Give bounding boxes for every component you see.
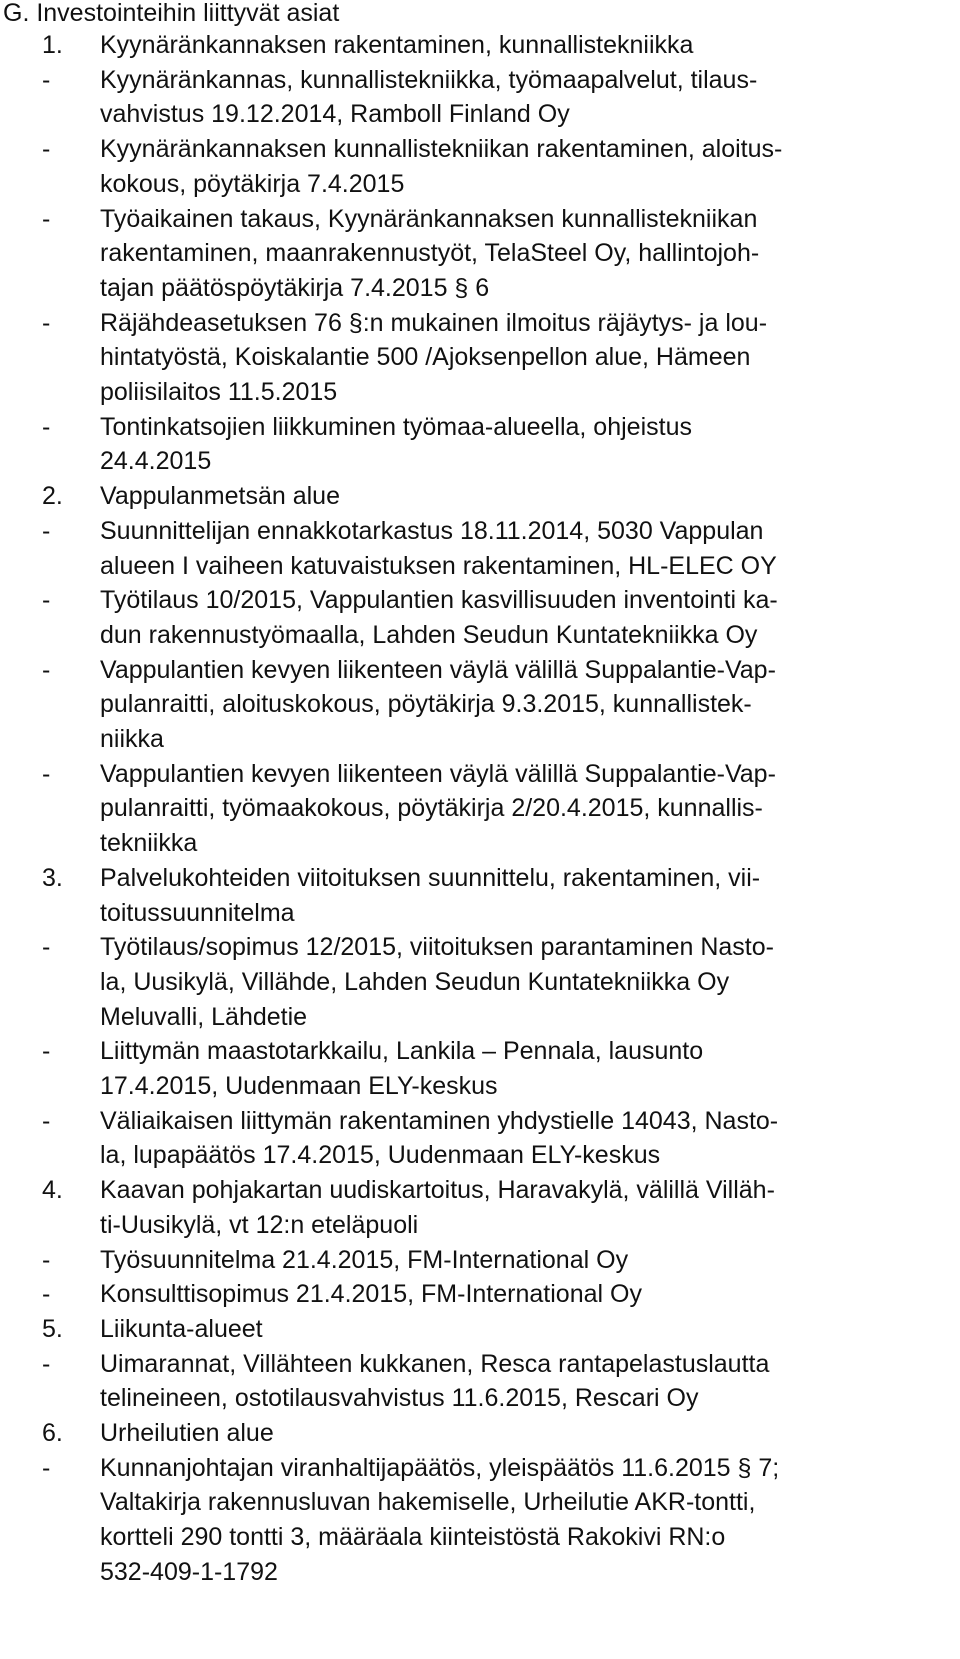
line-text: pulanraitti, aloituskokous, pöytäkirja 9.3.2015, kunnallistek- (100, 690, 752, 719)
line-text: Valtakirja rakennusluvan hakemiselle, Urheilutie AKR-tontti, (100, 1488, 756, 1517)
line-text: Kunnanjohtajan viranhaltijapäätös, yleispäätös 11.6.2015 § 7; (100, 1453, 780, 1482)
line-text: Palvelukohteiden viitoituksen suunnittelu, rakentaminen, vii- (100, 863, 761, 892)
line-text: Tontinkatsojien liikkuminen työmaa-alueella, ohjeistus (100, 412, 692, 441)
line-text: la, lupapäätös 17.4.2015, Uudenmaan ELY-keskus (100, 1141, 661, 1170)
line-text: kortteli 290 tontti 3, määräala kiinteistöstä Rakokivi RN:o (100, 1523, 726, 1552)
line-text: dun rakennustyömaalla, Lahden Seudun Kuntatekniikka Oy (100, 620, 758, 649)
line-text: Urheilutien alue (100, 1419, 274, 1447)
line-text: Vappulantien kevyen liikenteen väylä välillä Suppalantie-Vap- (100, 655, 776, 684)
line-text: tajan päätöspöytäkirja 7.4.2015 § 6 (100, 273, 490, 302)
line-text: 532-409-1-1792 (100, 1557, 278, 1586)
bullet-dash: - (42, 204, 51, 233)
section-heading: G. Investointeihin liittyvät asiat (3, 0, 340, 27)
item-number: 1. (42, 31, 63, 59)
line-text: Uimarannat, Villähteen kukkanen, Resca rantapelastuslautta (100, 1349, 770, 1378)
bullet-dash: - (42, 1280, 51, 1309)
bullet-dash: - (42, 1349, 51, 1378)
line-text: Kaavan pohjakartan uudiskartoitus, Haravakylä, välillä Villäh- (100, 1176, 775, 1205)
line-text: Vappulanmetsän alue (100, 482, 340, 511)
line-text: kokous, pöytäkirja 7.4.2015 (100, 169, 405, 198)
line-text: Konsulttisopimus 21.4.2015, FM-International Oy (100, 1280, 642, 1309)
line-text: Väliaikaisen liittymän rakentaminen yhdystielle 14043, Nasto- (100, 1106, 779, 1135)
line-text: ti-Uusikylä, vt 12:n eteläpuoli (100, 1210, 419, 1239)
line-text: Liittymän maastotarkkailu, Lankila – Pennala, lausunto (100, 1037, 704, 1066)
bullet-dash: - (42, 1245, 51, 1274)
bullet-dash: - (42, 135, 51, 164)
bullet-dash: - (42, 65, 51, 94)
line-text: 17.4.2015, Uudenmaan ELY-keskus (100, 1072, 498, 1100)
line-text: Kyynäränkannaksen rakentaminen, kunnallistekniikka (100, 31, 694, 59)
bullet-dash: - (42, 1106, 51, 1135)
line-text: Kyynäränkannas, kunnallistekniikka, työmaapalvelut, tilaus- (100, 65, 758, 94)
bullet-dash: - (42, 1037, 51, 1066)
bullet-dash: - (42, 516, 51, 545)
line-text: la, Uusikylä, Villähde, Lahden Seudun Kuntatekniikka Oy (100, 967, 730, 996)
bullet-dash: - (42, 1453, 51, 1482)
line-text: Työsuunnitelma 21.4.2015, FM-International Oy (100, 1245, 629, 1274)
line-text: Vappulantien kevyen liikenteen väylä välillä Suppalantie-Vap- (100, 759, 776, 788)
item-number: 2. (42, 482, 63, 511)
line-text: Räjähdeasetuksen 76 §:n mukainen ilmoitus räjäytys- ja lou- (100, 308, 768, 337)
line-text: toitussuunnitelma (100, 898, 295, 927)
line-text: alueen I vaiheen katuvaistuksen rakentaminen, HL-ELEC OY (100, 551, 777, 580)
line-text: hintatyöstä, Koiskalantie 500 /Ajoksenpellon alue, Hämeen (100, 343, 751, 372)
item-number: 4. (42, 1176, 63, 1205)
bullet-dash: - (42, 759, 51, 788)
line-text: niikka (100, 725, 164, 753)
line-text: pulanraitti, työmaakokous, pöytäkirja 2/20.4.2015, kunnallis- (100, 794, 763, 823)
bullet-dash: - (42, 308, 51, 337)
line-text: rakentaminen, maanrakennustyöt, TelaSteel Oy, hallintojoh- (100, 239, 760, 268)
line-text: Meluvalli, Lähdetie (100, 1002, 308, 1031)
line-text: Suunnittelijan ennakkotarkastus 18.11.2014, 5030 Vappulan (100, 516, 764, 545)
item-number: 5. (42, 1314, 63, 1343)
line-text: Työtilaus/sopimus 12/2015, viitoituksen parantaminen Nasto- (100, 933, 774, 962)
line-text: tekniikka (100, 829, 198, 858)
bullet-dash: - (42, 655, 51, 684)
line-text: poliisilaitos 11.5.2015 (100, 378, 338, 406)
bullet-dash: - (42, 933, 51, 962)
bullet-dash: - (42, 412, 51, 441)
line-text: Liikunta-alueet (100, 1314, 263, 1343)
line-text: Työaikainen takaus, Kyynäränkannaksen kunnallistekniikan (100, 204, 758, 233)
line-text: 24.4.2015 (100, 447, 212, 476)
line-text: vahvistus 19.12.2014, Ramboll Finland Oy (100, 100, 570, 129)
line-text: telineineen, ostotilausvahvistus 11.6.2015, Rescari Oy (100, 1384, 699, 1413)
line-text: Työtilaus 10/2015, Vappulantien kasvillisuuden inventointi ka- (100, 586, 778, 615)
item-number: 6. (42, 1419, 63, 1447)
item-number: 3. (42, 863, 63, 892)
bullet-dash: - (42, 586, 51, 615)
line-text: Kyynäränkannaksen kunnallistekniikan rakentaminen, aloitus- (100, 135, 783, 164)
